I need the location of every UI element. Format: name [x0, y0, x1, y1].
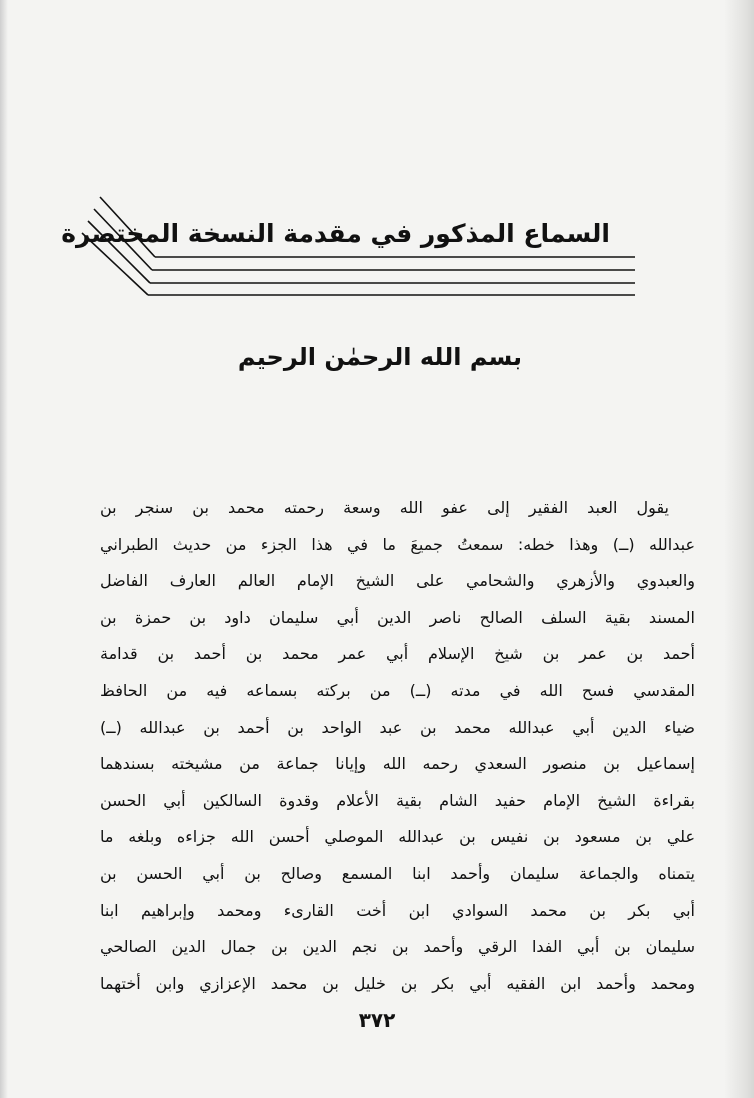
body-line: المقدسي فسح الله في مدته (ــ) من بركته بسماعه فيه من الحافظ [100, 680, 695, 700]
body-line: أبي بكر بن محمد السوادي ابن أخت القارىء ومحمد وإبراهيم ابنا [100, 900, 695, 920]
body-line: ومحمد وأحمد ابن الفقيه أبي بكر بن خليل بن محمد الإعزازي وابن أختهما [100, 973, 695, 993]
body-line: إسماعيل بن منصور السعدي رحمه الله وإيانا جماعة من مشيخته بسندهما [100, 754, 695, 774]
body-line: ضياء الدين أبي عبدالله محمد بن عبد الواحد بن أحمد بن عبدالله (ــ) [100, 717, 695, 737]
body-line: عبدالله (ــ) وهذا خطه: سمعتُ جميعَ ما في هذا الجزء من حديث الطبراني [100, 534, 695, 554]
body-line: والعبدوي والأزهري والشحامي على الشيخ الإمام العالم العارف الفاضل [100, 571, 695, 591]
body-line: بقراءة الشيخ الإمام حفيد الشام بقية الأعلام وقدوة السالكين أبي الحسن [100, 790, 695, 810]
scan-shadow-right [724, 0, 754, 1098]
basmala-heading: بسم الله الرحمٰن الرحيم [237, 343, 523, 371]
body-line: يتمناه والجماعة سليمان وأحمد ابنا المسمع وصالح بن أبي الحسن بن [100, 863, 695, 883]
body-line: يقول العبد الفقير إلى عفو الله وسعة رحمته محمد بن سنجر بن [100, 498, 669, 517]
body-line: سليمان بن أبي الفدا الرقي وأحمد بن نجم الدين بن جمال الدين الصالحي [100, 937, 695, 957]
body-text [100, 490, 695, 1002]
body-line: علي بن مسعود بن نفيس بن عبدالله الموصلي أحسن الله جزاءه وبلغه ما [100, 827, 695, 847]
scan-shadow-left [0, 0, 8, 1098]
body-line: المسند بقية السلف الصالح ناصر الدين أبي سليمان داود بن حمزة بن [100, 607, 695, 627]
page-number: ٣٧٢ [358, 1008, 396, 1032]
chapter-title: السماع المذكور في مقدمة النسخة المختصرة [61, 219, 610, 248]
body-line: أحمد بن عمر بن شيخ الإسلام أبي عمر محمد بن أحمد بن قدامة [100, 644, 695, 664]
